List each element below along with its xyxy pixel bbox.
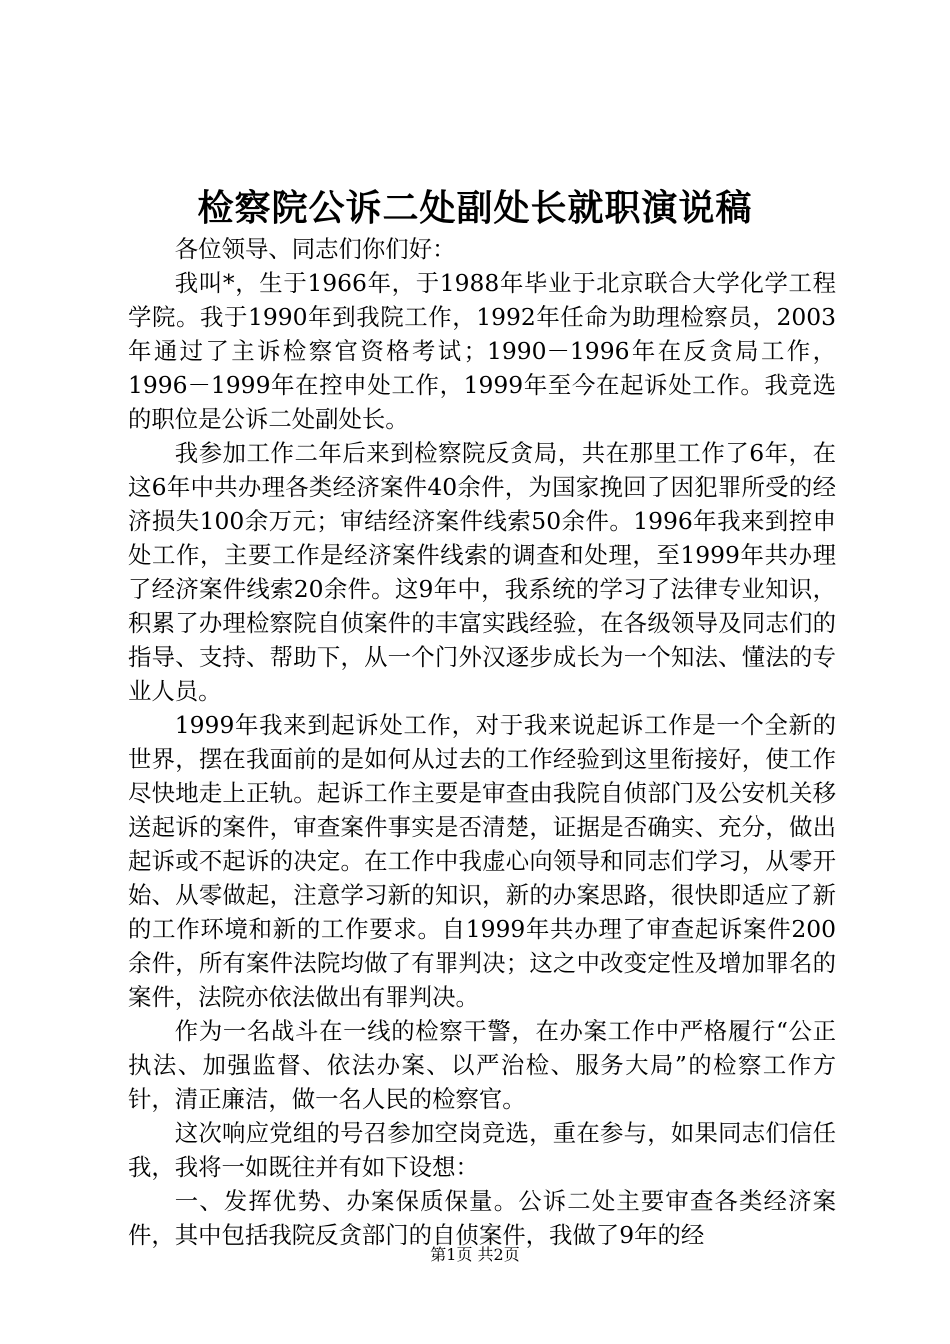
document-body <box>128 232 836 1252</box>
paragraph-prosecution-experience: 1999年我来到起诉处工作，对于我来说起诉工作是一个全新的世界，摆在我面前的是如何从过去的工作经验到这里衔接好，使工作尽快地走上正轨。起诉工作主要是审查由我院自侦部门及公安机关移送起诉的案件，审查案件事实是否清楚，证据是否确实、充分，做出起诉或不起诉的决定。在工作中我虚心向领导和同志们学习，从零开始、从零做起，注意学习新的知识，新的办案思路，很快即适应了新的工作环境和新的工作要求。自1999年共办理了审查起诉案件200余件，所有案件法院均做了有罪判决；这之中改变定性及增加罪名的案件，法院亦依法做出有罪判决。 <box>128 711 836 1011</box>
paragraph-principles: 作为一名战斗在一线的检察干警，在办案工作中严格履行“公正执法、加强监督、依法办案、以严治检、服务大局”的检察工作方针，清正廉洁，做一名人民的检察官。 <box>128 1017 836 1113</box>
page-footer: 第1页 共2页 <box>430 1245 520 1264</box>
paragraph-plan-one: 一、发挥优势、办案保质保量。公诉二处主要审查各类经济案件，其中包括我院反贪部门的自侦案件，我做了9年的经 <box>128 1187 836 1249</box>
document-title: 检察院公诉二处副处长就职演说稿 <box>197 187 753 229</box>
paragraph-introduction: 我叫*，生于1966年，于1988年毕业于北京联合大学化学工程学院。我于1990年到我院工作，1992年任命为助理检察员，2003年通过了主诉检察官资格考试；1990－1996年在反贪局工作，1996－1999年在控申处工作，1999年至今在起诉处工作。我竞选的职位是公诉二处副处长。 <box>128 269 836 433</box>
paragraph-greeting: 各位领导、同志们你们好： <box>174 235 456 263</box>
paragraph-campaign-intent: 这次响应党组的号召参加空岗竞选，重在参与，如果同志们信任我，我将一如既往并有如下设想： <box>128 1119 836 1181</box>
paragraph-anti-corruption-experience: 我参加工作二年后来到检察院反贪局，共在那里工作了6年，在这6年中共办理各类经济案件40余件，为国家挽回了因犯罪所受的经济损失100余万元；审结经济案件线索50余件。1996年我来到控申处工作，主要工作是经济案件线索的调查和处理，至1999年共办理了经济案件线索20余件。这9年中，我系统的学习了法律专业知识，积累了办理检察院自侦案件的丰富实践经验，在各级领导及同志们的指导、支持、帮助下，从一个门外汉逐步成长为一个知法、懂法的专业人员。 <box>128 439 836 705</box>
